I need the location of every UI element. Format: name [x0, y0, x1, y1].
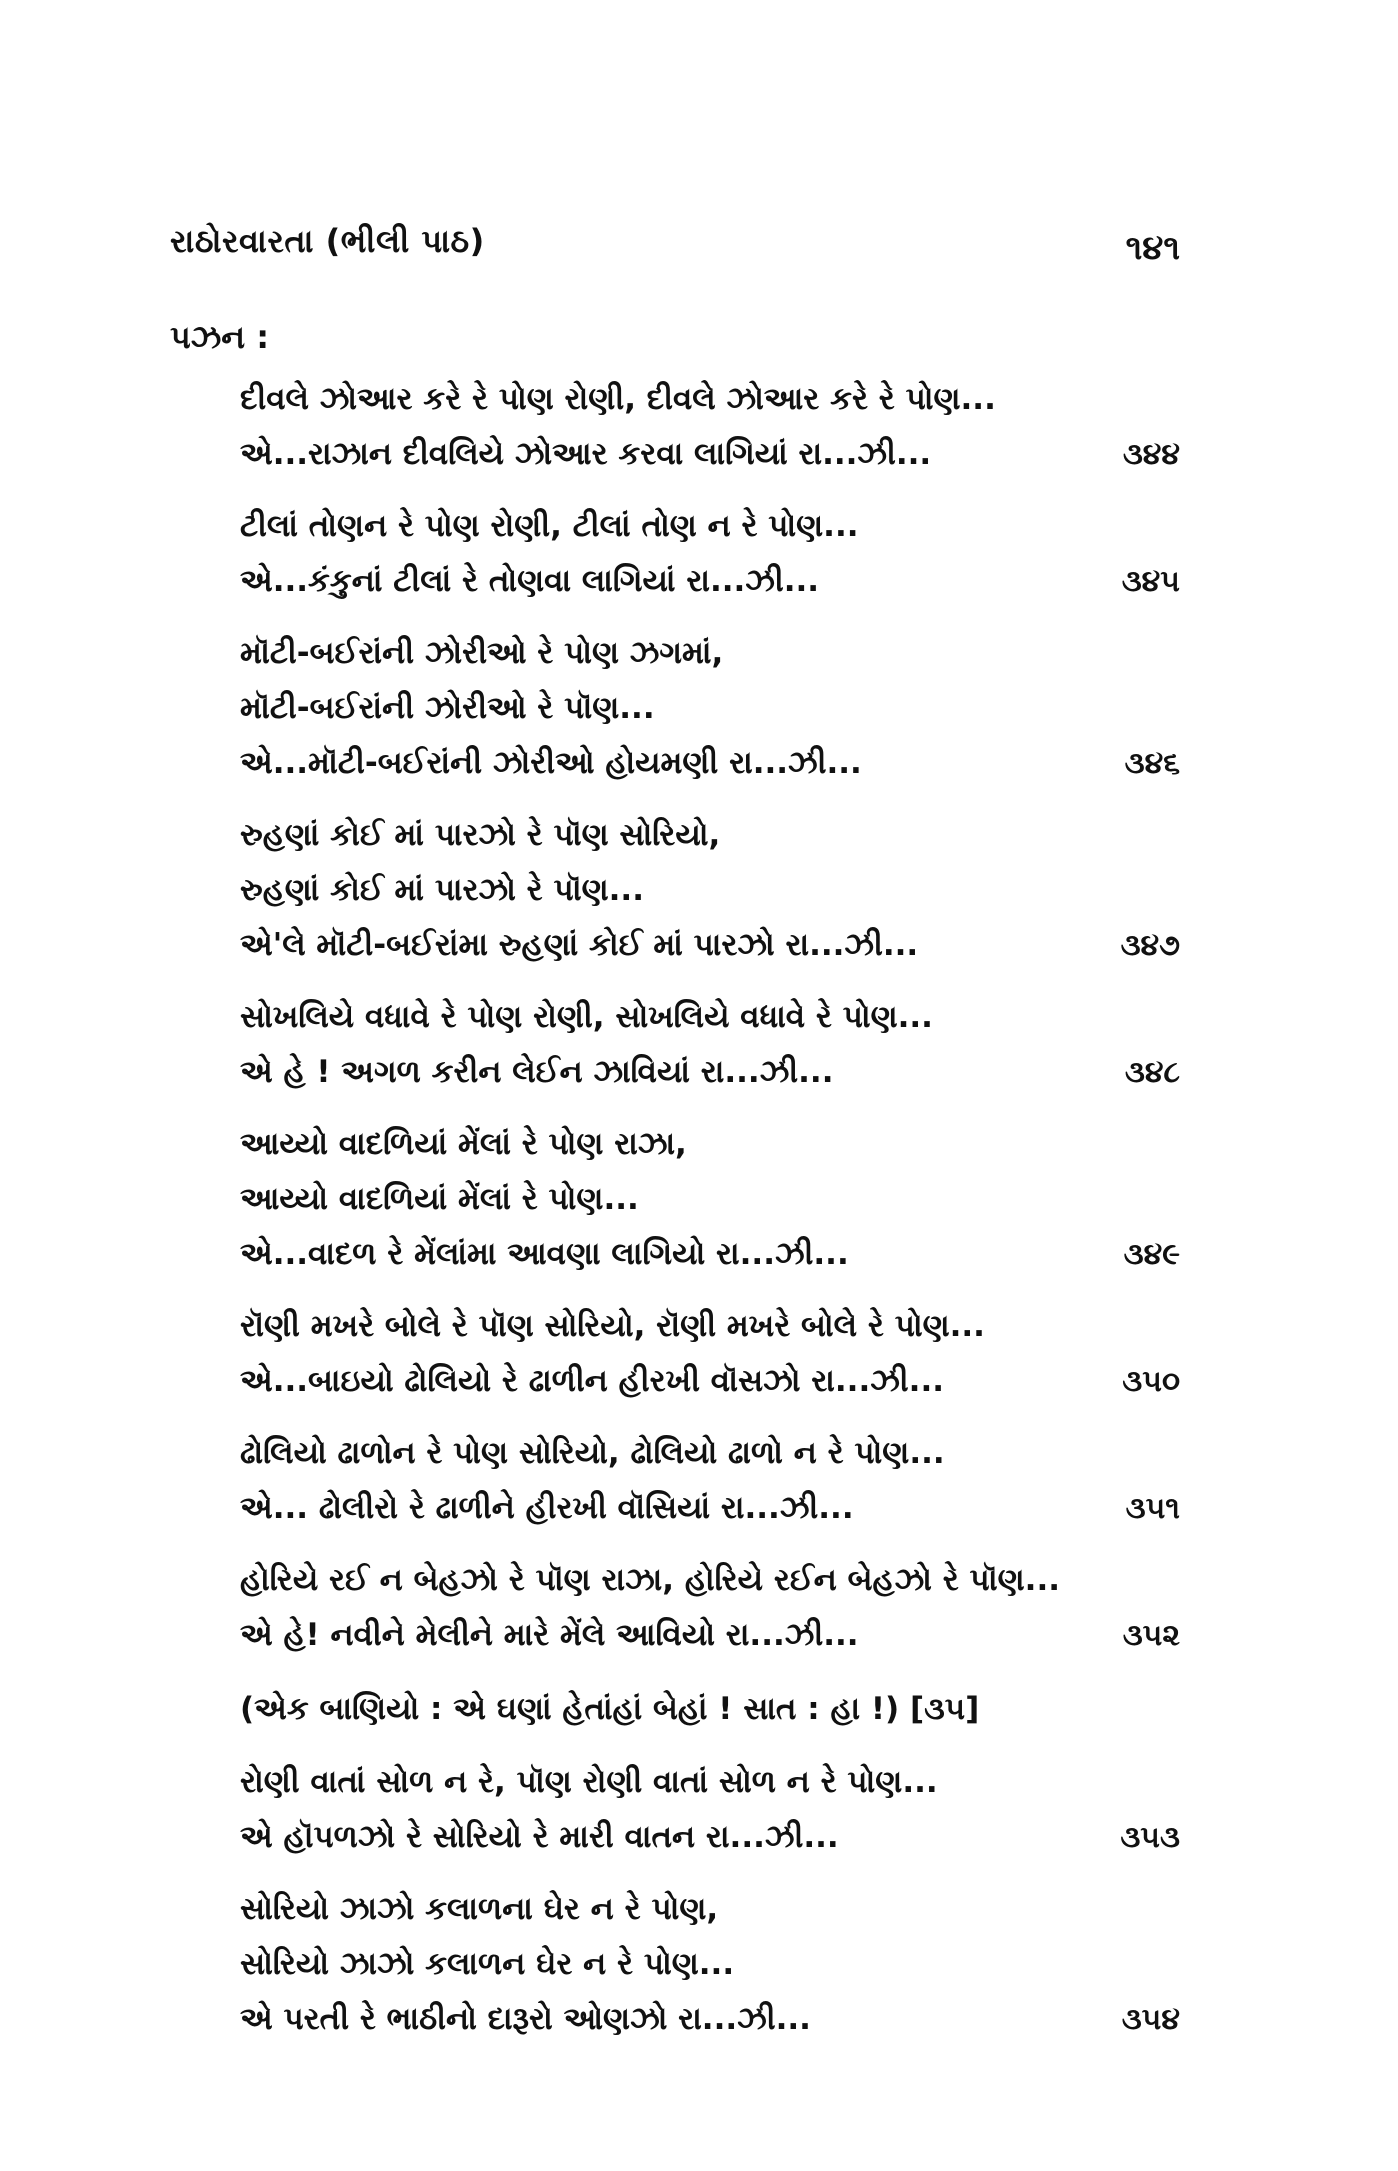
verse-text: એ હે ! અગળ કરીન લેઈન ઝાવિયાં રા...ઝી...	[240, 1054, 834, 1090]
verse-line	[240, 1553, 1180, 1608]
verse-line	[240, 1117, 1180, 1172]
verse-text: રૉણી મખરે બોલે રે પૉણ સોરિયો, રૉણી મખરે બોલે રે પોણ...	[240, 1308, 985, 1344]
stanza	[240, 990, 1180, 1100]
verse-text: આય્યો વાદળિયાં મેંલાં રે પોણ રાઝા,	[240, 1126, 687, 1162]
verse-text: આય્યો વાદળિયાં મેંલાં રે પોણ...	[240, 1181, 639, 1217]
verse-text: દીવલે ઝોઆર કરે રે પોણ રોણી, દીવલે ઝોઆર કરે રે પોણ...	[240, 381, 996, 417]
verse-text: એ...રાઝાન દીવલિયે ઝોઆર કરવા લાગિયાં રા...ઝી...	[240, 436, 932, 472]
stanza	[240, 1755, 1180, 1865]
verse-text: ઢોલિયો ઢાળોન રે પોણ સોરિયો, ઢોલિયો ઢાળો ન રે પોણ...	[240, 1435, 945, 1471]
verse-text: સોરિયો ઝાઝો કલાળના ઘેર ન રે પોણ,	[240, 1891, 719, 1927]
verse-line	[240, 554, 1180, 609]
verse-block	[240, 372, 1180, 2064]
stanza	[240, 1882, 1180, 2047]
verse-line	[240, 863, 1180, 918]
stanza	[240, 808, 1180, 973]
stanza	[240, 1553, 1180, 1663]
verse-line	[240, 808, 1180, 863]
verse-text: એ...કંકુનાં ટીલાં રે તોણવા લાગિયાં રા...ઝી...	[240, 563, 820, 599]
stanza-group	[240, 1755, 1180, 2047]
verse-line	[240, 1992, 1180, 2047]
verse-line	[240, 918, 1180, 973]
stanza	[240, 1117, 1180, 1282]
verse-line	[240, 1045, 1180, 1100]
verse-text: ટીલાં તોણન રે પોણ રોણી, ટીલાં તોણ ન રે પોણ...	[240, 508, 859, 544]
stanza	[240, 1299, 1180, 1409]
verse-line	[240, 1227, 1180, 1282]
verse-text: રોણી વાતાં સોળ ન રે, પૉણ રોણી વાતાં સોળ ન રે પોણ...	[240, 1764, 938, 1800]
verse-line	[240, 1608, 1180, 1663]
stanza	[240, 372, 1180, 482]
verse-number: ૩૪૫	[1121, 564, 1180, 599]
verse-text: એ...વાદળ રે મેંલાંમા આવણા લાગિયો રા...ઝી...	[240, 1236, 849, 1272]
stanza	[240, 626, 1180, 791]
verse-line	[240, 681, 1180, 736]
verse-line	[240, 427, 1180, 482]
verse-number: ૩૪૭	[1120, 928, 1180, 963]
verse-text: એ... ઢોલીરો રે ઢાળીને હીરખી વૉસિયાં રા...ઝી...	[240, 1490, 854, 1526]
verse-line	[240, 626, 1180, 681]
verse-line	[240, 1481, 1180, 1536]
verse-text: એ...બાઇયો ઢોલિયો રે ઢાળીન હીરખી વૉસઝો રા...ઝી...	[240, 1363, 945, 1399]
verse-text: એ'લે મૉટી-બઈરાંમા રુહણાં કોઈ માં પારઝો રા...ઝી...	[240, 927, 919, 963]
verse-line	[240, 1755, 1180, 1810]
verse-text: એ...મૉટી-બઈરાંની ઝોરીઓ હોયમણી રા...ઝી...	[240, 745, 862, 781]
verse-number: ૩૫૩	[1120, 1820, 1180, 1855]
verse-line	[240, 736, 1180, 791]
verse-text: મૉટી-બઈરાંની ઝોરીઓ રે પોણ ઝગમાં,	[240, 635, 724, 671]
verse-text: મૉટી-બઈરાંની ઝોરીઓ રે પૉણ...	[240, 690, 655, 726]
verse-text: હોરિયે રઈ ન બેહઝો રે પૉણ રાઝા, હોરિયે રઈન બેહઝો રે પૉણ...	[240, 1562, 1061, 1598]
verse-text: એ હે! નવીને મેલીને મારે મેંલે આવિયો રા...ઝી...	[240, 1617, 859, 1653]
speaker-label: પઝન :	[170, 318, 270, 356]
verse-text: સોખલિયે વધાવે રે પોણ રોણી, સોખલિયે વધાવે રે પોણ...	[240, 999, 933, 1035]
verse-number: ૩૪૯	[1123, 1237, 1180, 1272]
verse-line	[240, 1426, 1180, 1481]
verse-number: ૩૫૦	[1122, 1364, 1180, 1399]
verse-number: ૩૪૮	[1124, 1055, 1180, 1090]
verse-line	[240, 372, 1180, 427]
stanza	[240, 499, 1180, 609]
verse-text: એ પરતી રે ભાઠીનો દારૂરો ઓણઝો રા...ઝી...	[240, 2001, 811, 2037]
verse-number: ૩૫૪	[1121, 2002, 1180, 2037]
verse-line	[240, 1937, 1180, 1992]
verse-number: ૩૫૨	[1122, 1618, 1180, 1653]
verse-line	[240, 1299, 1180, 1354]
verse-number: ૩૫૧	[1125, 1491, 1180, 1526]
stanza-group	[240, 372, 1180, 1663]
verse-text: સોરિયો ઝાઝો કલાળન ઘેર ન રે પોણ...	[240, 1946, 735, 1982]
verse-number: ૩૪૬	[1124, 746, 1180, 781]
verse-line	[240, 1172, 1180, 1227]
interlude-note: (એક બાણિયો : એ ઘણાં હેતાંહાં બેહાં ! સાત : હા !) [૩૫]	[240, 1691, 980, 1727]
verse-line	[240, 1810, 1180, 1865]
verse-line	[240, 1882, 1180, 1937]
verse-number: ૩૪૪	[1122, 437, 1180, 472]
running-title: રાઠોરવારતા (ભીલી પાઠ)	[170, 222, 485, 260]
stanza	[240, 1426, 1180, 1536]
page-number: ૧૪૧	[1125, 228, 1180, 268]
verse-line	[240, 990, 1180, 1045]
verse-text: રુહણાં કોઈ માં પારઝો રે પૉણ સોરિયો,	[240, 817, 721, 853]
verse-line	[240, 1354, 1180, 1409]
verse-line	[240, 499, 1180, 554]
verse-text: રુહણાં કોઈ માં પારઝો રે પૉણ...	[240, 872, 644, 908]
verse-text: એ હૉપળઝો રે સોરિયો રે મારી વાતન રા...ઝી...	[240, 1819, 839, 1855]
